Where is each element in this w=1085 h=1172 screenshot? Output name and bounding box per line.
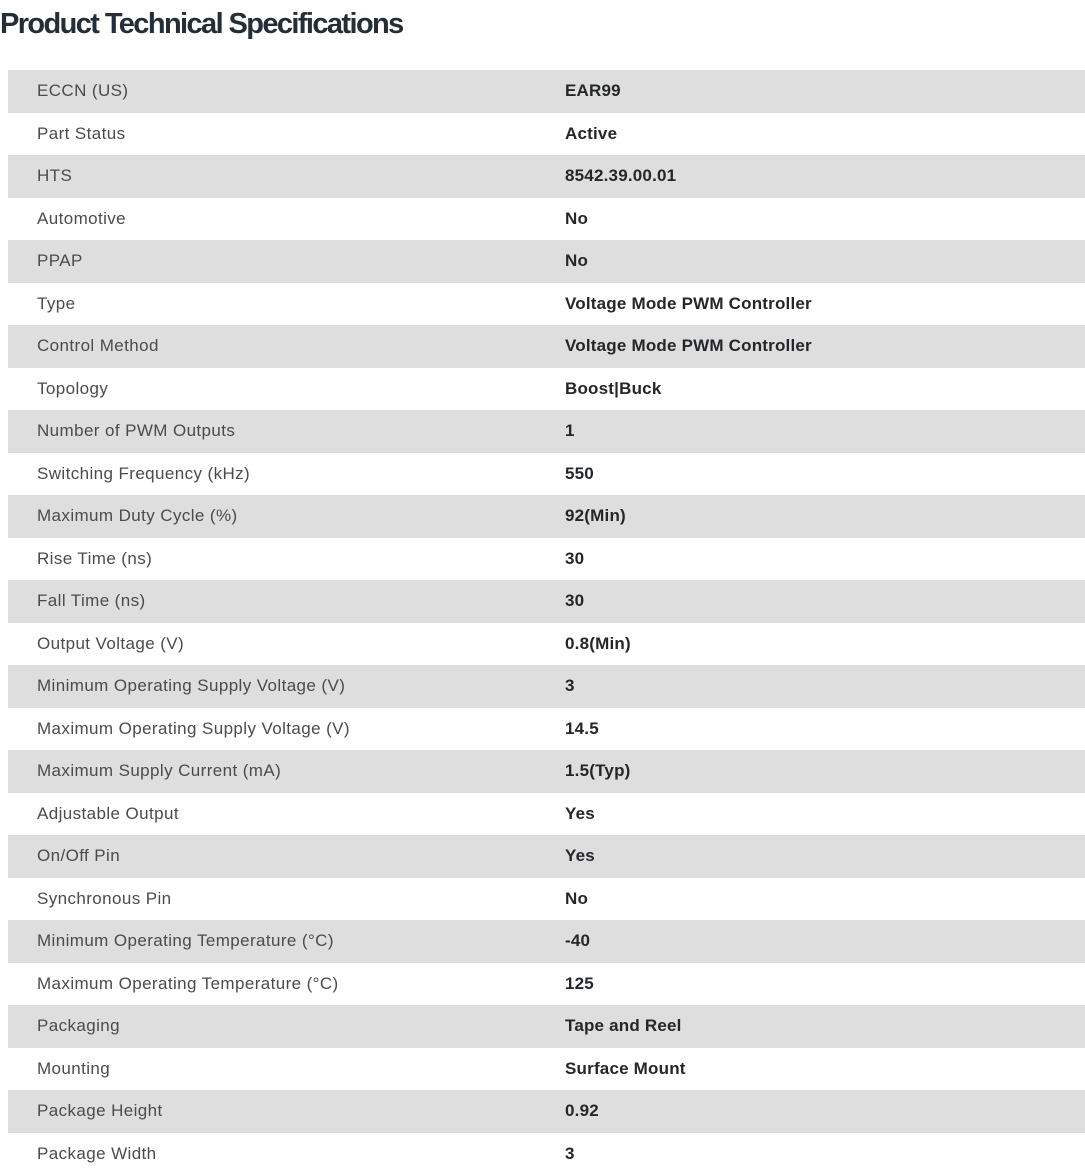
table-row xyxy=(8,70,1085,113)
spec-value: 550 xyxy=(565,463,594,483)
table-row xyxy=(8,240,1085,283)
spec-label: Packaging xyxy=(37,1016,120,1036)
table-row xyxy=(8,708,1085,751)
spec-value: 3 xyxy=(565,676,575,696)
spec-value: 125 xyxy=(565,973,594,993)
table-row xyxy=(8,920,1085,963)
spec-label: Part Status xyxy=(37,123,126,143)
spec-label: Automotive xyxy=(37,208,127,228)
table-row xyxy=(8,113,1085,156)
spec-value: Surface Mount xyxy=(565,1058,686,1078)
table-row xyxy=(8,538,1085,581)
spec-value: Voltage Mode PWM Controller xyxy=(565,293,812,313)
spec-label: ECCN (US) xyxy=(37,81,129,101)
table-row xyxy=(8,1133,1085,1172)
spec-value: Tape and Reel xyxy=(565,1016,682,1036)
spec-value: Boost|Buck xyxy=(565,378,662,398)
spec-label: On/Off Pin xyxy=(37,846,121,866)
spec-value: EAR99 xyxy=(565,81,621,101)
spec-value: 0.8(Min) xyxy=(565,633,631,653)
spec-label: Switching Frequency (kHz) xyxy=(37,463,251,483)
spec-value: 8542.39.00.01 xyxy=(565,166,677,186)
spec-label: Package Width xyxy=(37,1143,157,1163)
table-row xyxy=(8,963,1085,1006)
table-row xyxy=(8,878,1085,921)
spec-label: Topology xyxy=(37,378,109,398)
spec-value: No xyxy=(565,888,589,908)
table-row xyxy=(8,835,1085,878)
table-row xyxy=(8,368,1085,411)
spec-label: Maximum Operating Supply Voltage (V) xyxy=(37,718,350,738)
spec-label: Maximum Duty Cycle (%) xyxy=(37,506,238,526)
spec-label: PPAP xyxy=(37,251,83,271)
spec-label: Output Voltage (V) xyxy=(37,633,185,653)
spec-label: HTS xyxy=(37,166,73,186)
table-row xyxy=(8,325,1085,368)
spec-label: Rise Time (ns) xyxy=(37,548,153,568)
spec-value: 30 xyxy=(565,548,585,568)
spec-label: Number of PWM Outputs xyxy=(37,421,236,441)
spec-label: Adjustable Output xyxy=(37,803,179,823)
spec-value: Active xyxy=(565,123,618,143)
spec-value: 92(Min) xyxy=(565,506,626,526)
spec-value: 14.5 xyxy=(565,718,599,738)
spec-value: 30 xyxy=(565,591,585,611)
spec-value: 0.92 xyxy=(565,1101,599,1121)
spec-value: Yes xyxy=(565,846,595,866)
table-row xyxy=(8,1090,1085,1133)
spec-label: Mounting xyxy=(37,1058,111,1078)
spec-value: No xyxy=(565,208,589,228)
spec-label: Synchronous Pin xyxy=(37,888,172,908)
spec-label: Minimum Operating Temperature (°C) xyxy=(37,931,334,951)
spec-label: Control Method xyxy=(37,336,159,356)
spec-label: Package Height xyxy=(37,1101,163,1121)
table-row xyxy=(8,623,1085,666)
spec-value: Voltage Mode PWM Controller xyxy=(565,336,812,356)
table-row xyxy=(8,410,1085,453)
spec-label: Type xyxy=(37,293,76,313)
table-row xyxy=(8,155,1085,198)
spec-value: Yes xyxy=(565,803,595,823)
table-row xyxy=(8,198,1085,241)
spec-value: 3 xyxy=(565,1143,575,1163)
spec-label: Maximum Operating Temperature (°C) xyxy=(37,973,339,993)
spec-label: Fall Time (ns) xyxy=(37,591,146,611)
table-row xyxy=(8,283,1085,326)
table-row xyxy=(8,750,1085,793)
spec-value: No xyxy=(565,251,589,271)
table-row xyxy=(8,793,1085,836)
page-title: Product Technical Specifications xyxy=(0,8,403,40)
spec-value: 1.5(Typ) xyxy=(565,761,631,781)
spec-value: -40 xyxy=(565,931,591,951)
spec-value: 1 xyxy=(565,421,575,441)
table-row xyxy=(8,1048,1085,1091)
table-row xyxy=(8,580,1085,623)
table-row xyxy=(8,495,1085,538)
spec-label: Minimum Operating Supply Voltage (V) xyxy=(37,676,346,696)
spec-table xyxy=(0,70,1085,1172)
table-row xyxy=(8,453,1085,496)
table-row xyxy=(8,1005,1085,1048)
spec-label: Maximum Supply Current (mA) xyxy=(37,761,282,781)
table-row xyxy=(8,665,1085,708)
